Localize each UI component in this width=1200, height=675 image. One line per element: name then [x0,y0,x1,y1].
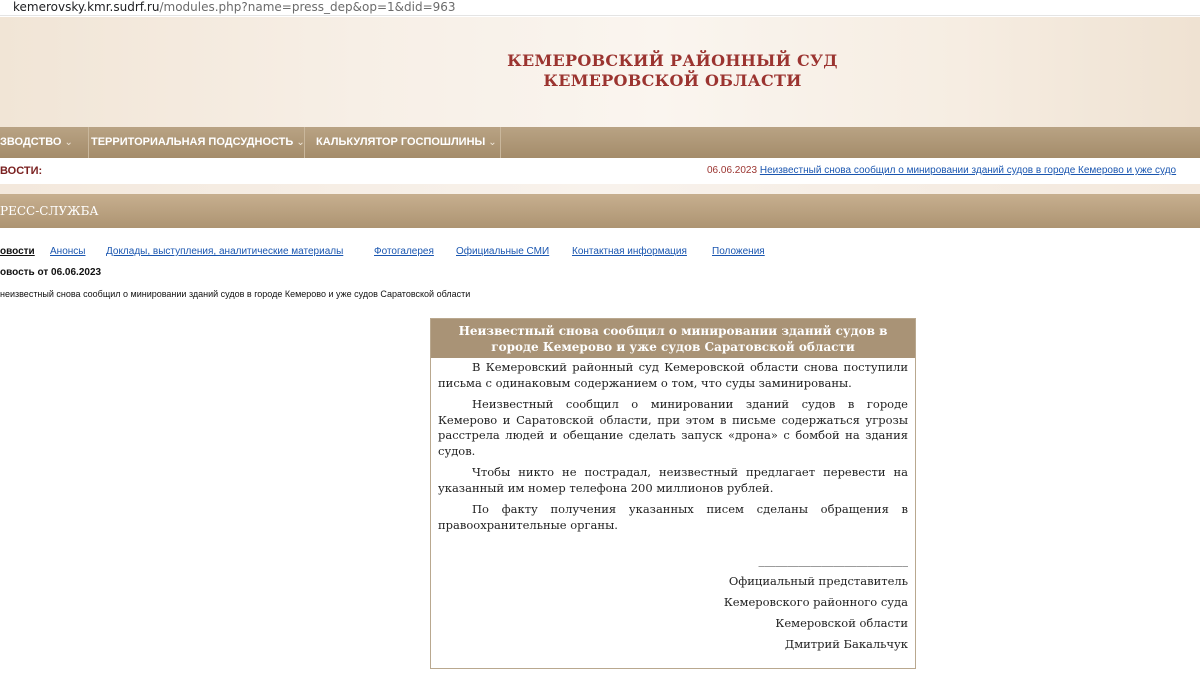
court-title-line2: КЕМЕРОВСКОЙ ОБЛАСТИ [543,71,802,90]
ticker-date: 06.06.2023 [707,165,758,176]
url-path: /modules.php?name=press_dep&op=1&did=963 [159,0,456,14]
article-box [430,318,916,669]
url-host: kemerovsky.kmr.sudrf.ru [13,0,160,14]
signature-position: Официальный представитель [728,574,908,588]
tab-contact-info[interactable]: Контактная информация [572,246,687,257]
signature-region: Кемеровской области [775,616,908,630]
main-nav [0,127,1200,158]
article-paragraph: Чтобы никто не пострадал, неизвестный предлагает перевести на указанный им номер телефона 200 миллионов рублей. [438,465,908,495]
ticker-label: ВОСТИ: [0,165,43,177]
tab-photo-gallery[interactable]: Фотогалерея [374,246,434,257]
news-title: неизвестный снова сообщил о минировании зданий судов в городе Кемерово и уже судов Саратовской области [0,289,471,299]
signature-block [438,553,908,652]
nav-item-fee-calculator[interactable] [305,127,501,158]
court-title [0,51,1200,91]
section-bar [0,194,1200,228]
article-paragraph: Неизвестный сообщил о минировании зданий судов в городе Кемерово и Саратовской области, при этом в письме содержаться угрозы расстрела людей и обещание сделать запуск «дрона» с бомбой на здания судов. [438,397,908,458]
address-bar[interactable] [0,0,1200,16]
court-title-line1: КЕМЕРОВСКИЙ РАЙОННЫЙ СУД [507,51,838,70]
header-divider [0,184,1200,194]
signature-org: Кемеровского районного суда [723,595,908,609]
tab-reports[interactable]: Доклады, выступления, аналитические материалы [106,246,344,257]
nav-item-label: ЗВОДСТВО [0,136,62,148]
chevron-down-icon: ⌄ [488,137,497,148]
ticker-item [707,158,1176,184]
tab-news[interactable]: овости [0,246,35,257]
section-title: РЕСС-СЛУЖБА [0,204,99,218]
signature-name: Дмитрий Бакальчук [784,637,908,651]
news-ticker [0,158,1200,184]
chevron-down-icon: ⌄ [64,137,73,148]
nav-item-proceedings[interactable] [0,127,89,158]
article-heading: Неизвестный снова сообщил о минировании зданий судов в городе Кемерово и уже судов Саратовской области [431,319,915,358]
nav-item-label: КАЛЬКУЛЯТОР ГОСПОШЛИНЫ [316,136,486,148]
article-paragraph: В Кемеровский районный суд Кемеровской области снова поступили письма с одинаковым содержанием о том, что суды заминированы. [438,360,908,390]
tab-regulations[interactable]: Положения [712,246,765,257]
news-date: овость от 06.06.2023 [0,267,102,278]
chevron-down-icon: ⌄ [296,137,305,148]
nav-item-label: ТЕРРИТОРИАЛЬНАЯ ПОДСУДНОСТЬ [91,136,294,148]
ticker-link[interactable]: Неизвестный снова сообщил о минировании зданий судов в городе Кемерово и уже судо [759,165,1177,176]
article-paragraph: По факту получения указанных писем сделаны обращения в правоохранительные органы. [438,502,908,532]
site-header [0,17,1200,127]
tab-announcements[interactable]: Анонсы [50,246,86,257]
nav-item-territorial-jurisdiction[interactable] [82,127,305,158]
tab-official-media[interactable]: Официальные СМИ [456,246,550,257]
signature-line: __________________________ [758,553,908,567]
article-body [431,358,915,652]
